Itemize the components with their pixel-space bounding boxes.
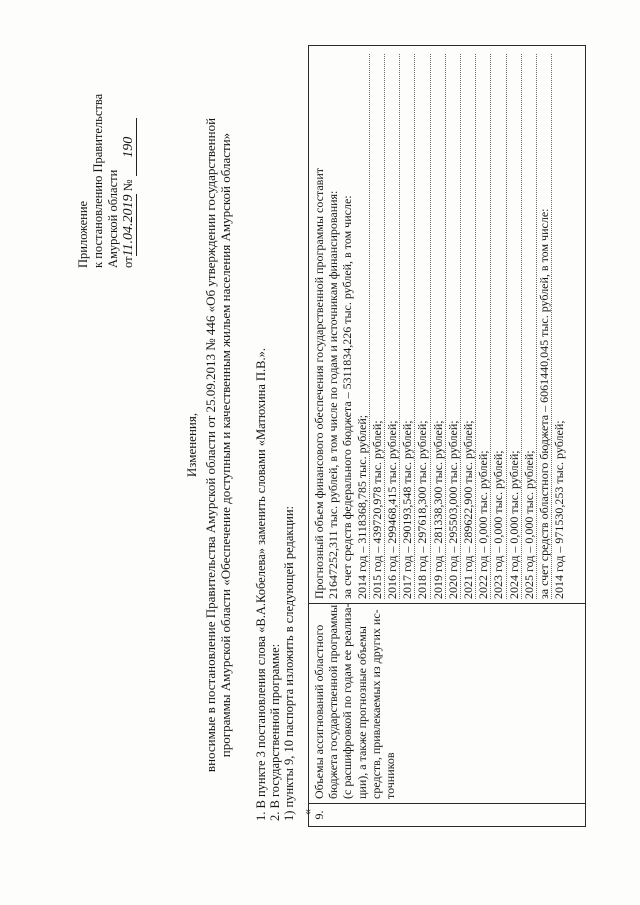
- body-line: 2024 год – 0,000 тыс. рублей;: [507, 54, 522, 599]
- document-title-line-2: программы Амурской области «Обеспечение доступным и качественным жильем населения Амурской области»: [218, 132, 233, 758]
- document-title-line-1: вносимые в постановление Правительства Амурской области от 25.09.2013 № 446 «Об утверждении государственной: [203, 117, 218, 773]
- body-line: Прогнозный объем финансового обеспечения государственной программы составит: [312, 167, 326, 599]
- body-line: 2014 год – 971530,253 тыс. рублей;: [552, 420, 567, 599]
- row-name-line: средств, привлекаемых из других ис-: [368, 609, 383, 799]
- body-line: 2015 год – 439720,978 тыс. рублей;: [370, 54, 385, 599]
- body-line: 2021 год – 289622,900 тыс. рублей;: [461, 54, 476, 599]
- amendment-item: 2. В государственной программе:: [268, 643, 282, 821]
- appendix-label: Приложение: [76, 200, 90, 268]
- date-prefix: от: [121, 256, 135, 268]
- body-line: 2020 год – 295503,000 тыс. рублей;: [446, 54, 461, 599]
- body-line: 2017 год – 290193,548 тыс. рублей;: [400, 54, 415, 599]
- document-heading: Изменения,: [184, 412, 199, 478]
- row-name-line: (с расшифровкой по годам ее реализа-: [340, 603, 355, 799]
- row-name-line: ции), а также прогнозные объемы: [354, 626, 369, 799]
- body-line: 21647252,311 тыс. рублей, в том числе по годам и источникам финансирования:: [326, 190, 341, 599]
- row-number: 9.: [312, 810, 326, 820]
- row-name-line: Объемы ассигнований областного: [312, 624, 326, 799]
- opening-quote-mark: «: [300, 809, 314, 815]
- amendment-item: 1. В пункте 3 постановления слова «В.А.Кобелева» заменить словами «Матюхина П.В.».: [254, 347, 268, 821]
- passport-table: [308, 45, 586, 827]
- body-line: 2022 год – 0,000 тыс. рублей;: [476, 54, 491, 599]
- amendment-item: 1) пункты 9, 10 паспорта изложить в следующей редакции:: [282, 506, 296, 821]
- table-column-divider: [309, 803, 585, 804]
- row-body-cell: [312, 54, 566, 599]
- row-name-cell: [312, 603, 398, 799]
- body-line: 2019 год – 281338,300 тыс. рублей;: [431, 54, 446, 599]
- appendix-block: [76, 18, 137, 268]
- row-name-line: бюджета государственной программы: [326, 604, 341, 799]
- body-line: 2018 год – 297618,300 тыс. рублей;: [415, 54, 430, 599]
- body-line: за счет средств областного бюджета – 6061440,045 тыс. рублей, в том числе:: [537, 54, 552, 599]
- appendix-resolution-line: к постановлению Правительства: [91, 93, 105, 268]
- appendix-region-line: Амурской области: [106, 169, 120, 268]
- appendix-date-line: [121, 18, 137, 268]
- rotated-document-content: [4, 5, 640, 885]
- body-line: за счет средств федерального бюджета – 5311834,226 тыс. рублей, в том числе:: [340, 195, 355, 599]
- body-line: 2016 год – 299468,415 тыс. рублей;: [385, 54, 400, 599]
- body-line: 2014 год – 3118368,785 тыс. рублей;: [355, 54, 370, 599]
- body-line: 2023 год – 0,000 тыс. рублей;: [491, 54, 506, 599]
- row-name-line: точников: [383, 752, 398, 799]
- amendment-items: [254, 21, 296, 821]
- appendix-date: 11.04.2019: [121, 194, 136, 257]
- number-prefix: №: [121, 179, 135, 192]
- appendix-number: 190: [121, 118, 137, 176]
- body-line: 2025 год – 0,000 тыс. рублей;: [522, 54, 537, 599]
